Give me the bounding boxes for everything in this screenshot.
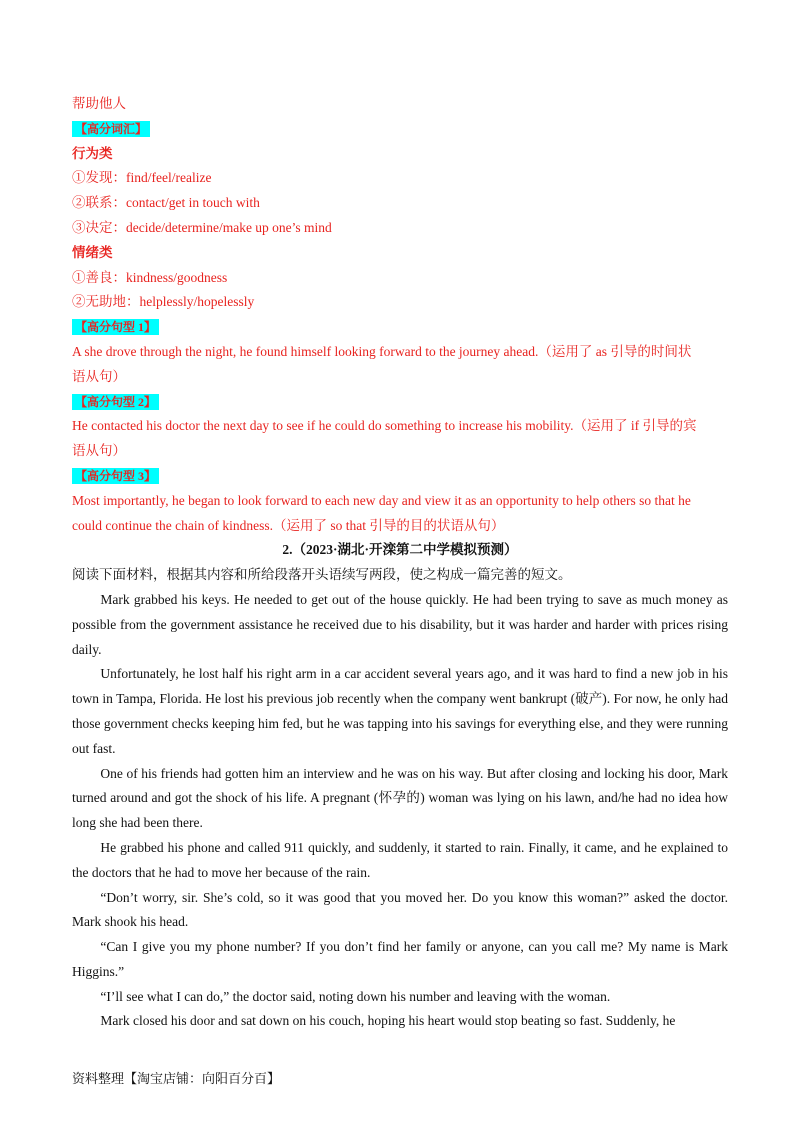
story-paragraph: He grabbed his phone and called 911 quickly, and suddenly, it started to rain. Finally, it came, and he explained to the doctors that he had to move her because of the rain. <box>72 839 728 880</box>
vocab-item: ①发现：find/feel/realize <box>72 170 212 186</box>
story-paragraph: “Don’t worry, sir. She’s cold, so it was good that you moved her. Do you know this woman?” asked the doctor. Mark shook his head. <box>72 889 728 930</box>
tag-sentence-2: 【高分句型 2】 <box>72 394 159 410</box>
section-heading: 帮助他人 <box>72 96 126 111</box>
story-paragraph: Unfortunately, he lost half his right arm in a car accident several years ago, and it was hard to find a new job in his town in Tampa, Florida. He lost his previous job recently when the company went bankrupt (破产). For now, he only had those government checks keeping him fed, but he was tapping into his savings for everything else, and they were running out fast. <box>72 666 728 756</box>
story-paragraph: Mark closed his door and sat down on his couch, hoping his heart would stop beating so fast. Suddenly, he <box>100 1013 676 1029</box>
story-paragraph: “Can I give you my phone number? If you don’t find her family or anyone, can you call me? My name is Mark Higgins.” <box>72 939 728 979</box>
sentence-2-line-2: 语从句） <box>72 443 126 459</box>
story-paragraph: Mark grabbed his keys. He needed to get out of the house quickly. He had been trying to save as much money as possible from the government assistance he received due to his disability, but it was harder and harder with prices rising daily. <box>72 591 728 657</box>
sentence-1-line-2: 语从句） <box>72 368 126 384</box>
instruction: 阅读下面材料，根据其内容和所给段落开头语续写两段，使之构成一篇完善的短文。 <box>72 567 572 583</box>
page-footer: 资料整理【淘宝店铺：向阳百分百】 <box>72 1071 281 1086</box>
category-behavior: 行为类 <box>72 145 113 161</box>
story-paragraph: “I’ll see what I can do,” the doctor said, noting down his number and leaving with the woman. <box>100 988 611 1004</box>
tag-high-score-vocab: 【高分词汇】 <box>72 121 150 137</box>
sentence-2-line-1: He contacted his doctor the next day to see if he could do something to increase his mobility.（运用了 if 引导的宾 <box>72 418 697 434</box>
sentence-3-line-1: Most importantly, he began to look forward to each new day and view it as an opportunity to help others so that he <box>72 492 691 508</box>
question-title: 2.（2023·湖北·开滦第二中学模拟预测） <box>282 542 518 558</box>
vocab-item: ①善良：kindness/goodness <box>72 269 228 285</box>
story-paragraph: One of his friends had gotten him an interview and he was on his way. But after closing and locking his door, Mark turned around and got the shock of his life. A pregnant (怀孕的) woman was lying on his lawn, and/he had no idea how long she had been there. <box>72 765 728 831</box>
vocab-item: ②联系：contact/get in touch with <box>72 195 260 211</box>
vocab-item: ②无助地：helplessly/hopelessly <box>72 294 255 310</box>
tag-sentence-3: 【高分句型 3】 <box>72 468 159 484</box>
vocab-item: ③决定：decide/determine/make up one’s mind <box>72 219 332 235</box>
tag-sentence-1: 【高分句型 1】 <box>72 319 159 335</box>
sentence-1-line-1: A she drove through the night, he found himself looking forward to the journey ahead.（运用了 as 引导的时间状 <box>72 343 692 359</box>
sentence-3-line-2: could continue the chain of kindness.（运用了 so that 引导的目的状语从句） <box>72 517 505 533</box>
document-body <box>72 92 728 1034</box>
category-emotion: 情绪类 <box>72 244 113 260</box>
